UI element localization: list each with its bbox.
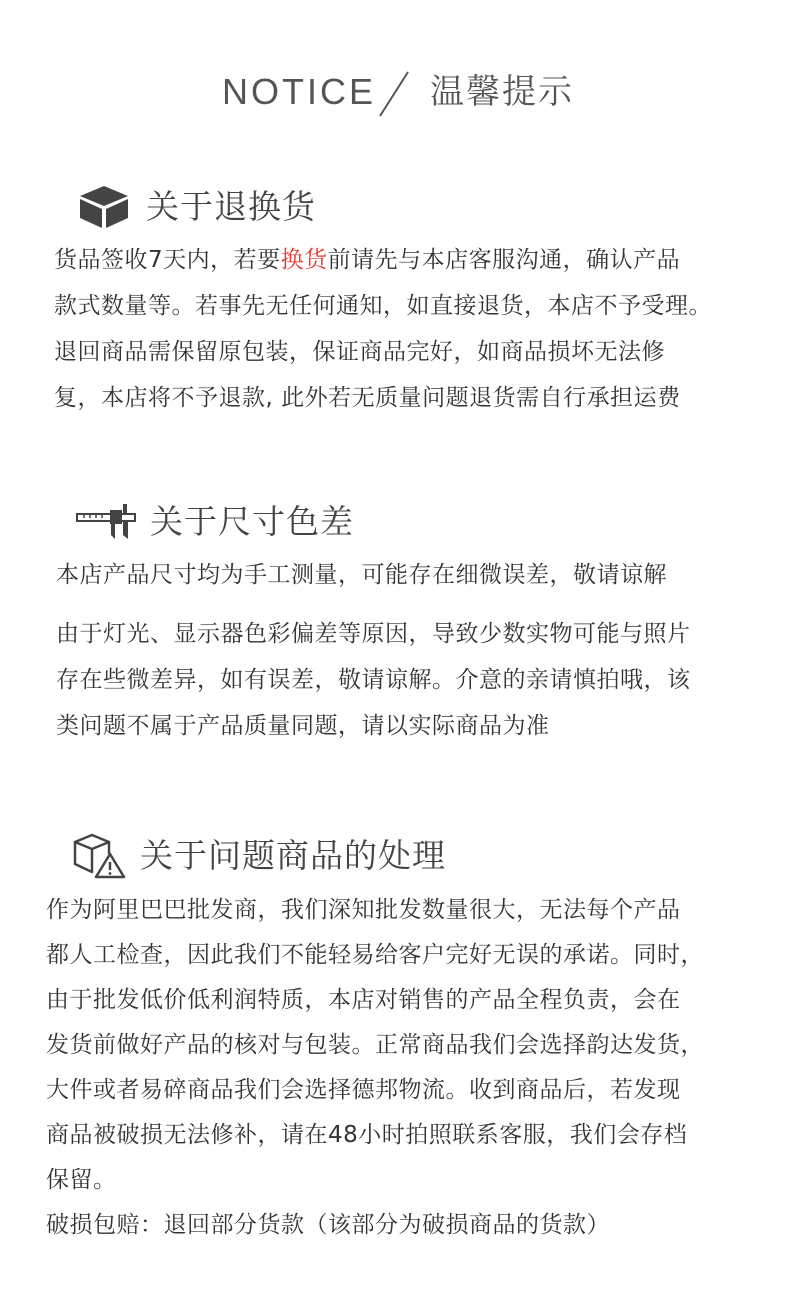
box-icon bbox=[78, 184, 130, 230]
returns-text bbox=[54, 237, 712, 421]
text-line: 由于批发低价低利润特质，本店对销售的产品全程负责，会在 bbox=[46, 987, 681, 1013]
text-line: 本店产品尺寸均为手工测量，可能存在细微误差，敬请谅解 bbox=[56, 562, 667, 588]
notice-header bbox=[0, 66, 790, 122]
section-title-size: 关于尺寸色差 bbox=[76, 500, 354, 544]
text-line: 存在些微差异，如有误差，敬请谅解。介意的亲请慎拍哦，该 bbox=[56, 667, 691, 693]
text-line: 商品被破损无法修补，请在48小时拍照联系客服，我们会存档 bbox=[46, 1122, 688, 1148]
text-line: 破损包赔：退回部分货款（该部分为破损商品的货款） bbox=[46, 1212, 610, 1238]
notice-title-en: NOTICE bbox=[222, 71, 377, 112]
text-line: 都人工检查，因此我们不能轻易给客户完好无误的承诺。同时， bbox=[46, 942, 704, 968]
section-title-returns: 关于退换货 bbox=[78, 184, 316, 230]
problem-goods-text bbox=[46, 888, 704, 1248]
notice-title-cn: 温馨提示 bbox=[430, 72, 574, 112]
text-line: 退回商品需保留原包装，保证商品完好，如商品损坏无法修 bbox=[54, 339, 665, 365]
text-line: 货品签收7天内，若要换货前请先与本店客服沟通，确认产品 bbox=[54, 247, 681, 273]
text-line: 款式数量等。若事先无任何通知，如直接退货，本店不予受理。 bbox=[54, 293, 712, 319]
slash-divider-icon bbox=[376, 68, 412, 120]
section-title-problem-goods: 关于问题商品的处理 bbox=[72, 832, 446, 880]
text-line: 作为阿里巴巴批发商，我们深知批发数量很大，无法每个产品 bbox=[46, 897, 681, 923]
text-line: 类问题不属于产品质量同题，请以实际商品为准 bbox=[56, 713, 550, 739]
text-line: 发货前做好产品的核对与包装。正常商品我们会选择韵达发货， bbox=[46, 1032, 704, 1058]
text-line: 复，本店将不予退款, 此外若无质量问题退货需自行承担运费 bbox=[54, 385, 681, 411]
damaged-box-icon bbox=[72, 832, 126, 880]
text-line: 大件或者易碎商品我们会选择德邦物流。收到商品后，若发现 bbox=[46, 1077, 681, 1103]
size-text-2 bbox=[56, 611, 691, 749]
highlight-exchange: 换货 bbox=[280, 247, 328, 273]
text-line: 保留。 bbox=[46, 1167, 117, 1193]
size-text-1 bbox=[56, 552, 667, 598]
text-line: 由于灯光、显示器色彩偏差等原因，导致少数实物可能与照片 bbox=[56, 621, 691, 647]
caliper-icon bbox=[76, 501, 138, 543]
